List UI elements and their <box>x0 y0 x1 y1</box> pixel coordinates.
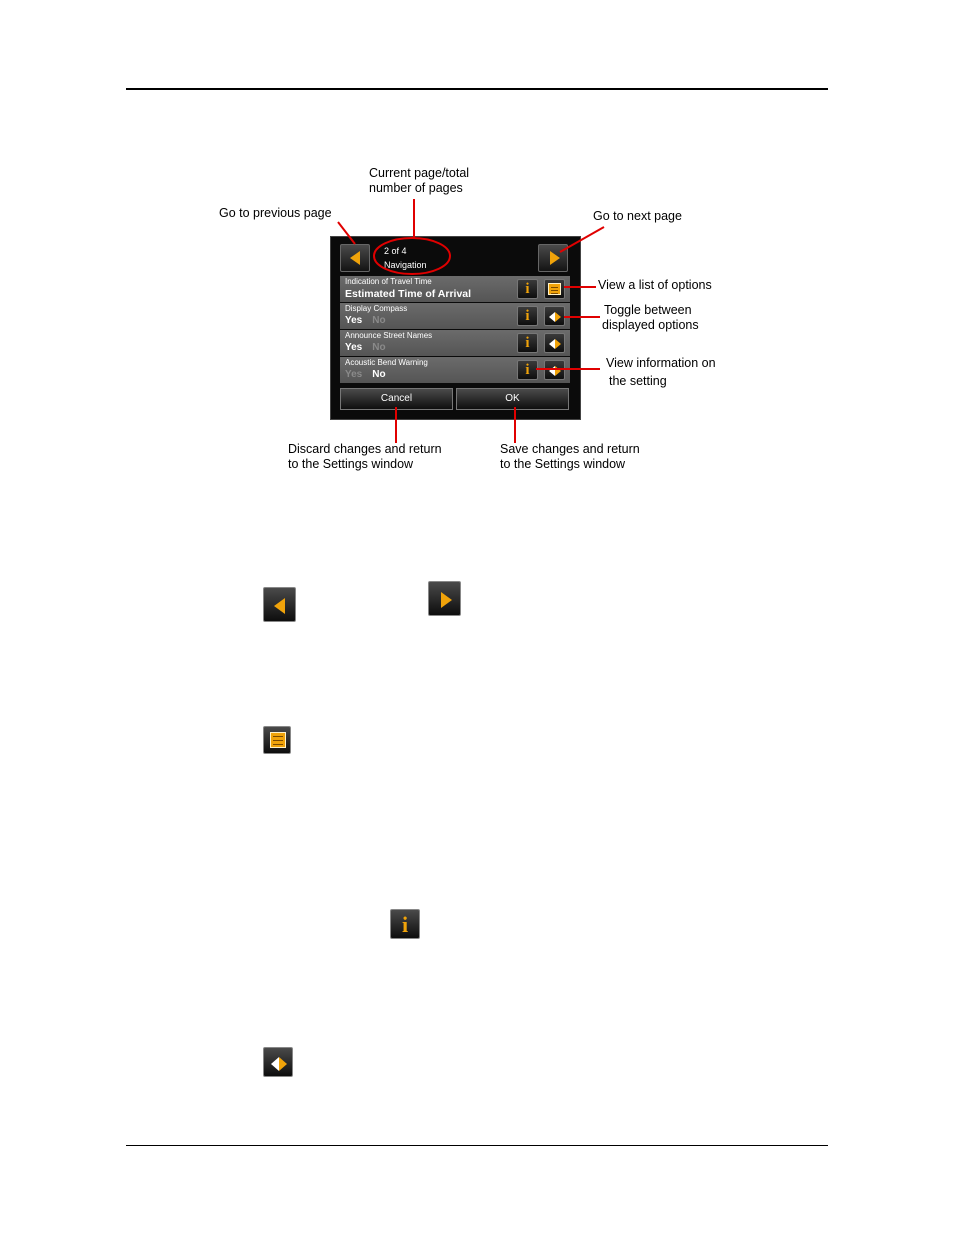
toggle-icon <box>271 1057 279 1071</box>
chevron-left-icon <box>274 598 285 614</box>
callout-next-page: Go to next page <box>593 209 682 223</box>
callout-view-list: View a list of options <box>598 278 712 292</box>
section-name: Navigation <box>384 260 427 270</box>
setting-title: Indication of Travel Time <box>345 277 432 286</box>
line-prev-page <box>338 222 355 244</box>
previous-page-icon-sample <box>263 587 296 622</box>
footer-rule <box>126 1145 828 1146</box>
setting-value-active: Estimated Time of Arrival <box>345 288 472 300</box>
setting-value-inactive: No <box>372 342 386 353</box>
callout-prev-page: Go to previous page <box>219 206 332 220</box>
info-icon: i <box>401 912 409 937</box>
setting-value-inactive: No <box>372 315 386 326</box>
info-icon: i <box>525 362 530 378</box>
callout-discard: Discard changes and return to the Settings window <box>288 442 442 471</box>
callout-view-info: View information on the setting <box>606 356 716 388</box>
info-icon: i <box>525 335 530 351</box>
info-icon: i <box>525 281 530 297</box>
page-count: 2 of 4 <box>384 246 407 256</box>
callout-current-page: Current page/total number of pages <box>369 166 470 195</box>
setting-value-active: No <box>372 369 386 380</box>
setting-title: Announce Street Names <box>345 331 433 340</box>
next-page-icon-sample <box>428 581 461 616</box>
info-icon-sample <box>390 909 420 939</box>
callout-save: Save changes and return to the Settings window <box>500 442 640 471</box>
line-next-page <box>560 227 604 252</box>
cancel-button[interactable]: Cancel <box>340 388 453 410</box>
setting-value-inactive: Yes <box>345 369 363 380</box>
ok-button[interactable]: OK <box>456 388 569 410</box>
setting-title: Acoustic Bend Warning <box>345 358 428 367</box>
setting-value-active: Yes <box>345 342 363 353</box>
toggle-icon-sample <box>263 1047 293 1077</box>
setting-title: Display Compass <box>345 304 408 313</box>
chevron-right-icon <box>441 592 452 608</box>
list-icon <box>270 732 286 748</box>
info-icon: i <box>525 308 530 324</box>
setting-value-active: Yes <box>345 315 363 326</box>
callout-toggle: Toggle between displayed options <box>602 303 699 332</box>
page-indicator-highlight <box>374 238 450 274</box>
list-icon-sample <box>263 726 291 754</box>
